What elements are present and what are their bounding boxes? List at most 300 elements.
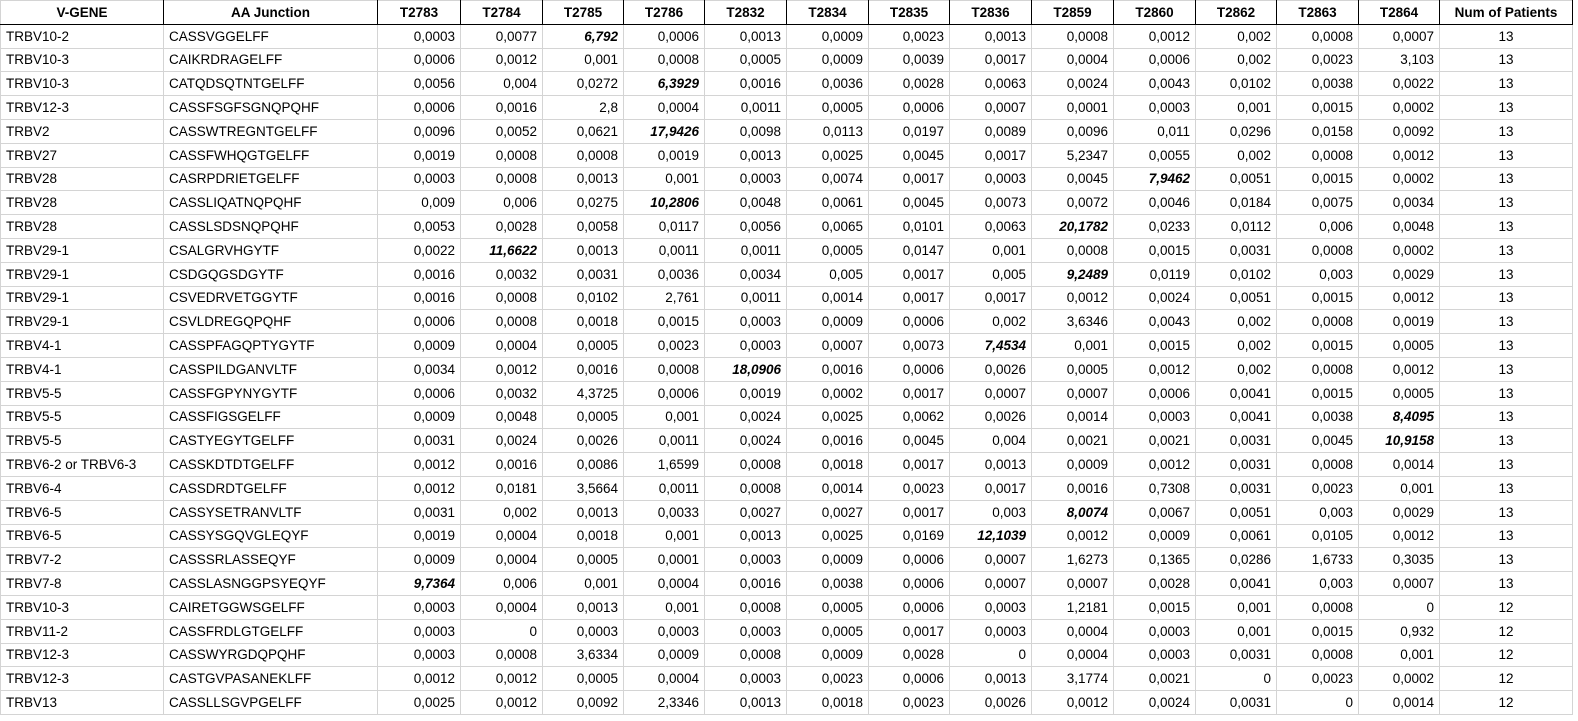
value-cell[interactable]: 0,0003: [378, 167, 461, 191]
value-cell[interactable]: 0,0016: [378, 262, 461, 286]
value-cell[interactable]: 0,0027: [705, 500, 787, 524]
column-header[interactable]: T2832: [705, 1, 787, 25]
aa-junction-cell[interactable]: CAIKRDRAGELFF: [164, 48, 378, 72]
value-cell[interactable]: 0,0024: [1032, 72, 1114, 96]
value-cell[interactable]: 0,001: [1196, 619, 1277, 643]
value-cell[interactable]: 0,002: [1196, 48, 1277, 72]
value-cell[interactable]: 0,0023: [787, 667, 869, 691]
value-cell[interactable]: 0,0029: [1359, 262, 1440, 286]
value-cell[interactable]: 0,0043: [1114, 72, 1196, 96]
aa-junction-cell[interactable]: CASSLIQATNQPQHF: [164, 191, 378, 215]
value-cell[interactable]: 0,004: [461, 72, 543, 96]
value-cell[interactable]: 0,006: [1277, 215, 1359, 239]
value-cell[interactable]: 0,0003: [378, 643, 461, 667]
value-cell[interactable]: 0,0023: [624, 334, 705, 358]
value-cell[interactable]: 0,0101: [869, 215, 950, 239]
patient-count-cell[interactable]: 13: [1440, 215, 1573, 239]
value-cell[interactable]: 0,0003: [950, 167, 1032, 191]
value-cell[interactable]: 0,0006: [378, 48, 461, 72]
patient-count-cell[interactable]: 13: [1440, 262, 1573, 286]
value-cell[interactable]: 0,0005: [705, 48, 787, 72]
value-cell[interactable]: 0: [1196, 667, 1277, 691]
value-cell[interactable]: 0,0028: [461, 215, 543, 239]
value-cell[interactable]: 0,0013: [543, 500, 624, 524]
aa-junction-cell[interactable]: CASSFGPYNYGYTF: [164, 381, 378, 405]
column-header[interactable]: T2863: [1277, 1, 1359, 25]
v-gene-cell[interactable]: TRBV6-4: [1, 476, 164, 500]
value-cell[interactable]: 0,0031: [543, 262, 624, 286]
value-cell[interactable]: 0,0031: [1196, 429, 1277, 453]
v-gene-cell[interactable]: TRBV2: [1, 119, 164, 143]
column-header[interactable]: T2835: [869, 1, 950, 25]
value-cell[interactable]: 0,0003: [624, 619, 705, 643]
value-cell[interactable]: 1,6599: [624, 453, 705, 477]
value-cell[interactable]: 0,0063: [950, 215, 1032, 239]
column-header[interactable]: T2783: [378, 1, 461, 25]
aa-junction-cell[interactable]: CASSVGGELFF: [164, 24, 378, 48]
value-cell[interactable]: 0,0016: [787, 357, 869, 381]
value-cell[interactable]: 0,0006: [869, 310, 950, 334]
value-cell[interactable]: 0,0008: [1277, 453, 1359, 477]
value-cell[interactable]: 0,0011: [624, 476, 705, 500]
aa-junction-cell[interactable]: CASSDRDTGELFF: [164, 476, 378, 500]
value-cell[interactable]: 0,0008: [624, 48, 705, 72]
patient-count-cell[interactable]: 12: [1440, 691, 1573, 715]
value-cell[interactable]: 0,0031: [1196, 238, 1277, 262]
value-cell[interactable]: 0,0006: [869, 548, 950, 572]
value-cell[interactable]: 0,0003: [378, 619, 461, 643]
value-cell[interactable]: 0,0067: [1114, 500, 1196, 524]
value-cell[interactable]: 0,0045: [1277, 429, 1359, 453]
value-cell[interactable]: 0,0621: [543, 119, 624, 143]
value-cell[interactable]: 0,0005: [1032, 357, 1114, 381]
value-cell[interactable]: 0,001: [543, 572, 624, 596]
value-cell[interactable]: 0,0019: [1359, 310, 1440, 334]
value-cell[interactable]: 0,0008: [1277, 310, 1359, 334]
v-gene-cell[interactable]: TRBV28: [1, 167, 164, 191]
value-cell[interactable]: 17,9426: [624, 119, 705, 143]
value-cell[interactable]: 0,0004: [1032, 643, 1114, 667]
aa-junction-cell[interactable]: CAIRETGGWSGELFF: [164, 595, 378, 619]
value-cell[interactable]: 0,0008: [624, 357, 705, 381]
value-cell[interactable]: 3,103: [1359, 48, 1440, 72]
patient-count-cell[interactable]: 13: [1440, 405, 1573, 429]
value-cell[interactable]: 0,0008: [461, 643, 543, 667]
aa-junction-cell[interactable]: CASSKDTDTGELFF: [164, 453, 378, 477]
value-cell[interactable]: 0,0158: [1277, 119, 1359, 143]
value-cell[interactable]: 0,0005: [1359, 381, 1440, 405]
patient-count-cell[interactable]: 13: [1440, 476, 1573, 500]
value-cell[interactable]: 0,0025: [378, 691, 461, 715]
value-cell[interactable]: 0,0013: [705, 24, 787, 48]
value-cell[interactable]: 0,0014: [1032, 405, 1114, 429]
value-cell[interactable]: 0,0013: [543, 238, 624, 262]
value-cell[interactable]: 0,0024: [705, 405, 787, 429]
value-cell[interactable]: 0,0055: [1114, 143, 1196, 167]
v-gene-cell[interactable]: TRBV6-5: [1, 524, 164, 548]
value-cell[interactable]: 0,0026: [543, 429, 624, 453]
value-cell[interactable]: 0,0013: [950, 667, 1032, 691]
value-cell[interactable]: 0,0016: [543, 357, 624, 381]
value-cell[interactable]: 0,0032: [461, 262, 543, 286]
aa-junction-cell[interactable]: CASTYEGYTGELFF: [164, 429, 378, 453]
value-cell[interactable]: 0,0031: [1196, 476, 1277, 500]
value-cell[interactable]: 0,0008: [1277, 238, 1359, 262]
value-cell[interactable]: 0,0002: [1359, 667, 1440, 691]
value-cell[interactable]: 0,0015: [1277, 286, 1359, 310]
value-cell[interactable]: 0,0017: [869, 500, 950, 524]
value-cell[interactable]: 0,0046: [1114, 191, 1196, 215]
value-cell[interactable]: 0,0008: [461, 286, 543, 310]
value-cell[interactable]: 0,0002: [1359, 167, 1440, 191]
value-cell[interactable]: 0,0075: [1277, 191, 1359, 215]
value-cell[interactable]: 0,0006: [869, 595, 950, 619]
column-header[interactable]: Num of Patients: [1440, 1, 1573, 25]
value-cell[interactable]: 0,0003: [705, 548, 787, 572]
value-cell[interactable]: 1,6733: [1277, 548, 1359, 572]
value-cell[interactable]: 0,0007: [950, 381, 1032, 405]
value-cell[interactable]: 3,1774: [1032, 667, 1114, 691]
v-gene-cell[interactable]: TRBV5-5: [1, 381, 164, 405]
value-cell[interactable]: 0,001: [624, 405, 705, 429]
aa-junction-cell[interactable]: CASSFIGSGELFF: [164, 405, 378, 429]
value-cell[interactable]: 0,0296: [1196, 119, 1277, 143]
value-cell[interactable]: 0: [1277, 691, 1359, 715]
value-cell[interactable]: 0,0031: [1196, 643, 1277, 667]
v-gene-cell[interactable]: TRBV12-3: [1, 643, 164, 667]
value-cell[interactable]: 0,009: [378, 191, 461, 215]
patient-count-cell[interactable]: 13: [1440, 24, 1573, 48]
value-cell[interactable]: 0,0015: [1277, 381, 1359, 405]
v-gene-cell[interactable]: TRBV5-5: [1, 429, 164, 453]
value-cell[interactable]: 0,0015: [624, 310, 705, 334]
value-cell[interactable]: 0,006: [461, 572, 543, 596]
value-cell[interactable]: 0,0016: [705, 72, 787, 96]
value-cell[interactable]: 0,0062: [869, 405, 950, 429]
value-cell[interactable]: 0,0031: [1196, 453, 1277, 477]
value-cell[interactable]: 0,0147: [869, 238, 950, 262]
v-gene-cell[interactable]: TRBV6-5: [1, 500, 164, 524]
value-cell[interactable]: 0,0032: [461, 381, 543, 405]
value-cell[interactable]: 0,0012: [461, 667, 543, 691]
value-cell[interactable]: 0,0086: [543, 453, 624, 477]
value-cell[interactable]: 0,001: [624, 167, 705, 191]
value-cell[interactable]: 3,6334: [543, 643, 624, 667]
value-cell[interactable]: 0,0033: [624, 500, 705, 524]
value-cell[interactable]: 0,0113: [787, 119, 869, 143]
patient-count-cell[interactable]: 13: [1440, 310, 1573, 334]
aa-junction-cell[interactable]: CASSYSETRANVLTF: [164, 500, 378, 524]
value-cell[interactable]: 4,3725: [543, 381, 624, 405]
v-gene-cell[interactable]: TRBV6-2 or TRBV6-3: [1, 453, 164, 477]
value-cell[interactable]: 0,0021: [1114, 667, 1196, 691]
value-cell[interactable]: 0,0003: [378, 595, 461, 619]
value-cell[interactable]: 0,0003: [705, 334, 787, 358]
value-cell[interactable]: 0,0002: [787, 381, 869, 405]
value-cell[interactable]: 0,0013: [543, 595, 624, 619]
value-cell[interactable]: 0,0003: [705, 167, 787, 191]
value-cell[interactable]: 0,0043: [1114, 310, 1196, 334]
value-cell[interactable]: 0,0017: [869, 381, 950, 405]
value-cell[interactable]: 0,0013: [950, 453, 1032, 477]
aa-junction-cell[interactable]: CSVLDREGQPQHF: [164, 310, 378, 334]
value-cell[interactable]: 0,0048: [705, 191, 787, 215]
value-cell[interactable]: 0,3035: [1359, 548, 1440, 572]
value-cell[interactable]: 0,0011: [624, 429, 705, 453]
value-cell[interactable]: 0,0012: [461, 48, 543, 72]
value-cell[interactable]: 0,0045: [869, 429, 950, 453]
value-cell[interactable]: 0,0028: [1114, 572, 1196, 596]
value-cell[interactable]: 0,0016: [461, 453, 543, 477]
value-cell[interactable]: 0,0006: [869, 572, 950, 596]
value-cell[interactable]: 0,0014: [787, 286, 869, 310]
value-cell[interactable]: 0,0002: [1359, 96, 1440, 120]
v-gene-cell[interactable]: TRBV27: [1, 143, 164, 167]
value-cell[interactable]: 0,0029: [1359, 500, 1440, 524]
value-cell[interactable]: 0,0018: [787, 453, 869, 477]
value-cell[interactable]: 0,0012: [1032, 524, 1114, 548]
value-cell[interactable]: 0,0006: [1114, 48, 1196, 72]
value-cell[interactable]: 0,0015: [1277, 96, 1359, 120]
value-cell[interactable]: 1,2181: [1032, 595, 1114, 619]
value-cell[interactable]: 2,8: [543, 96, 624, 120]
value-cell[interactable]: 0,0012: [1359, 286, 1440, 310]
patient-count-cell[interactable]: 13: [1440, 96, 1573, 120]
value-cell[interactable]: 0,0012: [378, 667, 461, 691]
value-cell[interactable]: 0,0002: [1359, 238, 1440, 262]
value-cell[interactable]: 0,932: [1359, 619, 1440, 643]
value-cell[interactable]: 0,0053: [378, 215, 461, 239]
value-cell[interactable]: 5,2347: [1032, 143, 1114, 167]
value-cell[interactable]: 0,0056: [705, 215, 787, 239]
value-cell[interactable]: 0,0015: [1114, 238, 1196, 262]
value-cell[interactable]: 0,0009: [787, 310, 869, 334]
patient-count-cell[interactable]: 13: [1440, 286, 1573, 310]
value-cell[interactable]: 12,1039: [950, 524, 1032, 548]
value-cell[interactable]: 0: [1359, 595, 1440, 619]
value-cell[interactable]: 0,001: [1196, 595, 1277, 619]
value-cell[interactable]: 0,0008: [1277, 24, 1359, 48]
value-cell[interactable]: 0,0041: [1196, 405, 1277, 429]
value-cell[interactable]: 0,0286: [1196, 548, 1277, 572]
column-header[interactable]: T2786: [624, 1, 705, 25]
value-cell[interactable]: 0,0012: [378, 476, 461, 500]
value-cell[interactable]: 0,0051: [1196, 500, 1277, 524]
value-cell[interactable]: 0,7308: [1114, 476, 1196, 500]
value-cell[interactable]: 0,0017: [869, 167, 950, 191]
value-cell[interactable]: 0,0008: [705, 595, 787, 619]
v-gene-cell[interactable]: TRBV11-2: [1, 619, 164, 643]
value-cell[interactable]: 0,0008: [705, 453, 787, 477]
value-cell[interactable]: 0,001: [950, 238, 1032, 262]
value-cell[interactable]: 0,0026: [950, 691, 1032, 715]
value-cell[interactable]: 0,0003: [1114, 619, 1196, 643]
value-cell[interactable]: 3,6346: [1032, 310, 1114, 334]
value-cell[interactable]: 0,001: [1359, 643, 1440, 667]
value-cell[interactable]: 0,0024: [1114, 286, 1196, 310]
v-gene-cell[interactable]: TRBV12-3: [1, 667, 164, 691]
value-cell[interactable]: 0,0009: [624, 643, 705, 667]
aa-junction-cell[interactable]: CASSSRLASSEQYF: [164, 548, 378, 572]
patient-count-cell[interactable]: 13: [1440, 143, 1573, 167]
v-gene-cell[interactable]: TRBV29-1: [1, 238, 164, 262]
patient-count-cell[interactable]: 13: [1440, 191, 1573, 215]
v-gene-cell[interactable]: TRBV4-1: [1, 334, 164, 358]
value-cell[interactable]: 0,1365: [1114, 548, 1196, 572]
value-cell[interactable]: 0,0009: [378, 334, 461, 358]
value-cell[interactable]: 0,0005: [543, 548, 624, 572]
value-cell[interactable]: 0,0052: [461, 119, 543, 143]
value-cell[interactable]: 0,0038: [1277, 405, 1359, 429]
value-cell[interactable]: 0,0008: [461, 167, 543, 191]
value-cell[interactable]: 0,0008: [705, 643, 787, 667]
value-cell[interactable]: 0,0011: [705, 96, 787, 120]
value-cell[interactable]: 0,0034: [378, 357, 461, 381]
patient-count-cell[interactable]: 13: [1440, 357, 1573, 381]
value-cell[interactable]: 0,0004: [461, 334, 543, 358]
value-cell[interactable]: 0,0074: [787, 167, 869, 191]
value-cell[interactable]: 0,0022: [1359, 72, 1440, 96]
value-cell[interactable]: 0,005: [950, 262, 1032, 286]
value-cell[interactable]: 0,0021: [1114, 429, 1196, 453]
value-cell[interactable]: 0,005: [787, 262, 869, 286]
aa-junction-cell[interactable]: CASTGVPASANEKLFF: [164, 667, 378, 691]
patient-count-cell[interactable]: 12: [1440, 619, 1573, 643]
value-cell[interactable]: 0,0008: [1032, 24, 1114, 48]
value-cell[interactable]: 0,001: [1196, 96, 1277, 120]
value-cell[interactable]: 0,0058: [543, 215, 624, 239]
value-cell[interactable]: 0,0014: [1359, 453, 1440, 477]
value-cell[interactable]: 0,0034: [1359, 191, 1440, 215]
value-cell[interactable]: 0,0016: [1032, 476, 1114, 500]
value-cell[interactable]: 0,0025: [787, 143, 869, 167]
value-cell[interactable]: 0,0001: [624, 548, 705, 572]
value-cell[interactable]: 0,0009: [378, 548, 461, 572]
value-cell[interactable]: 11,6622: [461, 238, 543, 262]
value-cell[interactable]: 8,4095: [1359, 405, 1440, 429]
value-cell[interactable]: 3,5664: [543, 476, 624, 500]
value-cell[interactable]: 6,3929: [624, 72, 705, 96]
value-cell[interactable]: 0,0007: [1032, 381, 1114, 405]
value-cell[interactable]: 0,0022: [378, 238, 461, 262]
value-cell[interactable]: 0,0012: [1032, 286, 1114, 310]
value-cell[interactable]: 0,0009: [378, 405, 461, 429]
value-cell[interactable]: 0,0096: [1032, 119, 1114, 143]
value-cell[interactable]: 0,0006: [869, 357, 950, 381]
value-cell[interactable]: 0,002: [950, 310, 1032, 334]
value-cell[interactable]: 0,001: [543, 48, 624, 72]
value-cell[interactable]: 0,0024: [705, 429, 787, 453]
value-cell[interactable]: 0,0023: [869, 476, 950, 500]
value-cell[interactable]: 0,0018: [543, 524, 624, 548]
value-cell[interactable]: 0,0017: [869, 619, 950, 643]
value-cell[interactable]: 0,0028: [869, 643, 950, 667]
value-cell[interactable]: 0,0102: [1196, 262, 1277, 286]
value-cell[interactable]: 0,0017: [950, 476, 1032, 500]
value-cell[interactable]: 0,0004: [1032, 48, 1114, 72]
patient-count-cell[interactable]: 13: [1440, 72, 1573, 96]
value-cell[interactable]: 0,0011: [624, 238, 705, 262]
value-cell[interactable]: 0,0036: [787, 72, 869, 96]
value-cell[interactable]: 0,0013: [705, 143, 787, 167]
v-gene-cell[interactable]: TRBV10-3: [1, 595, 164, 619]
value-cell[interactable]: 0,0026: [950, 357, 1032, 381]
value-cell[interactable]: 0,0005: [787, 619, 869, 643]
value-cell[interactable]: 0,0023: [1277, 476, 1359, 500]
aa-junction-cell[interactable]: CASSWTREGNTGELFF: [164, 119, 378, 143]
value-cell[interactable]: 0,0012: [1359, 524, 1440, 548]
value-cell[interactable]: 0,0072: [1032, 191, 1114, 215]
value-cell[interactable]: 0,0038: [1277, 72, 1359, 96]
value-cell[interactable]: 0,0027: [787, 500, 869, 524]
value-cell[interactable]: 0,0012: [378, 453, 461, 477]
value-cell[interactable]: 0,0051: [1196, 167, 1277, 191]
value-cell[interactable]: 0,0096: [378, 119, 461, 143]
value-cell[interactable]: 0,0004: [461, 524, 543, 548]
value-cell[interactable]: 0,0008: [1277, 143, 1359, 167]
value-cell[interactable]: 0,0073: [869, 334, 950, 358]
value-cell[interactable]: 0,0015: [1114, 595, 1196, 619]
value-cell[interactable]: 9,7364: [378, 572, 461, 596]
value-cell[interactable]: 0,0004: [1032, 619, 1114, 643]
value-cell[interactable]: 0,0018: [787, 691, 869, 715]
value-cell[interactable]: 0,0089: [950, 119, 1032, 143]
value-cell[interactable]: 0,0036: [624, 262, 705, 286]
value-cell[interactable]: 0,0006: [378, 381, 461, 405]
value-cell[interactable]: 0,0009: [787, 548, 869, 572]
value-cell[interactable]: 0,0003: [378, 24, 461, 48]
aa-junction-cell[interactable]: CSALGRVHGYTF: [164, 238, 378, 262]
value-cell[interactable]: 0,0102: [543, 286, 624, 310]
value-cell[interactable]: 0,0012: [1032, 691, 1114, 715]
value-cell[interactable]: 0,0003: [1114, 96, 1196, 120]
value-cell[interactable]: 0,0017: [869, 453, 950, 477]
column-header[interactable]: V-GENE: [1, 1, 164, 25]
aa-junction-cell[interactable]: CASSLSDSNQPQHF: [164, 215, 378, 239]
value-cell[interactable]: 0,0006: [624, 381, 705, 405]
value-cell[interactable]: 0,0007: [1359, 24, 1440, 48]
v-gene-cell[interactable]: TRBV13: [1, 691, 164, 715]
v-gene-cell[interactable]: TRBV29-1: [1, 262, 164, 286]
value-cell[interactable]: 0,0019: [705, 381, 787, 405]
aa-junction-cell[interactable]: CASSWYRGDQPQHF: [164, 643, 378, 667]
value-cell[interactable]: 0,0004: [461, 595, 543, 619]
value-cell[interactable]: 0,0024: [1114, 691, 1196, 715]
value-cell[interactable]: 0,0016: [461, 96, 543, 120]
v-gene-cell[interactable]: TRBV10-3: [1, 48, 164, 72]
value-cell[interactable]: 0,011: [1114, 119, 1196, 143]
value-cell[interactable]: 0,0006: [378, 96, 461, 120]
patient-count-cell[interactable]: 12: [1440, 643, 1573, 667]
aa-junction-cell[interactable]: CSDGQGSDGYTF: [164, 262, 378, 286]
patient-count-cell[interactable]: 13: [1440, 548, 1573, 572]
value-cell[interactable]: 2,761: [624, 286, 705, 310]
value-cell[interactable]: 0,0031: [1196, 691, 1277, 715]
aa-junction-cell[interactable]: CASSFWHQGTGELFF: [164, 143, 378, 167]
value-cell[interactable]: 0,0018: [543, 310, 624, 334]
value-cell[interactable]: 0,0019: [378, 143, 461, 167]
value-cell[interactable]: 0,0063: [950, 72, 1032, 96]
patient-count-cell[interactable]: 12: [1440, 667, 1573, 691]
value-cell[interactable]: 0,0038: [787, 572, 869, 596]
value-cell[interactable]: 0,0003: [1114, 405, 1196, 429]
value-cell[interactable]: 0,003: [1277, 500, 1359, 524]
v-gene-cell[interactable]: TRBV12-3: [1, 96, 164, 120]
value-cell[interactable]: 0,0003: [1114, 643, 1196, 667]
value-cell[interactable]: 0,0045: [869, 143, 950, 167]
value-cell[interactable]: 0,0005: [787, 96, 869, 120]
value-cell[interactable]: 0,0098: [705, 119, 787, 143]
